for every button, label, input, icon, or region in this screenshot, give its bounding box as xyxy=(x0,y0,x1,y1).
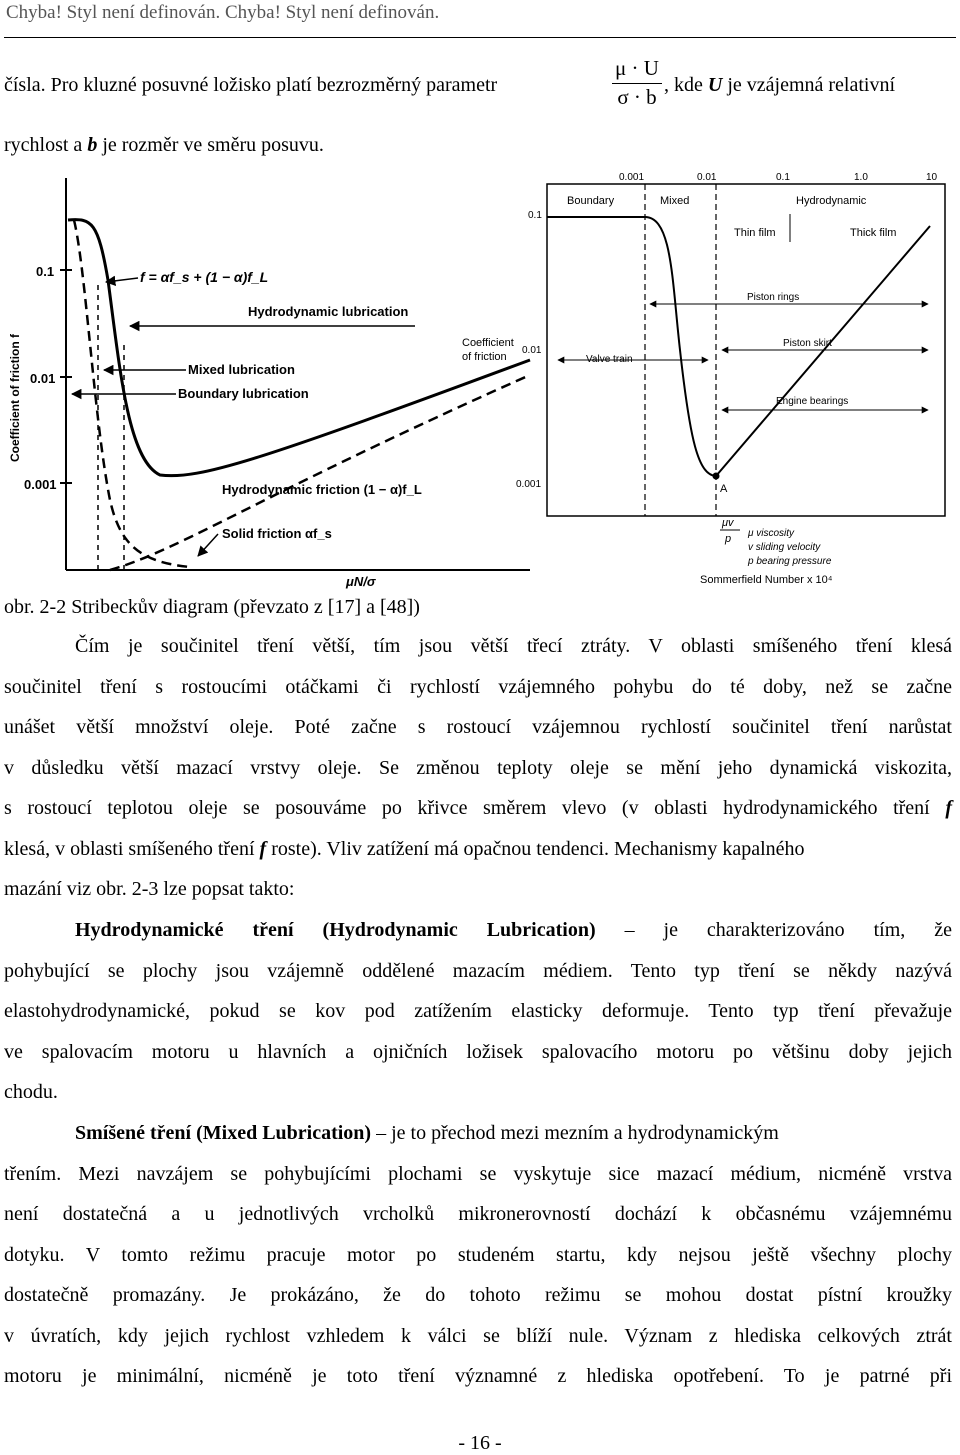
para2-line-2: pohybující se plochy jsou vzájemně oddělené mazacím médiem. Tento typ tření se někdy nazývá xyxy=(4,960,952,982)
para1-line-3: unášet větší množství oleje. Poté začne s rostoucí vzájemnou rychlostí součinitel tření narůstat xyxy=(4,716,952,738)
subregion-thin-film: Thin film xyxy=(734,227,776,239)
intro-text-4: rychlost a xyxy=(4,134,88,156)
right-y-label-2: of friction xyxy=(462,351,507,363)
label-valve-train: Valve train xyxy=(586,354,633,365)
symbol-f-1: f xyxy=(945,797,952,819)
stribeck-figure xyxy=(0,170,960,595)
region-boundary: Boundary xyxy=(567,195,615,207)
para3-line-2: třením. Mezi navzájem se pohybujícími plochami se vyskytuje sice mazací médium, nicméně vrstva xyxy=(4,1163,952,1185)
intro-text-1: čísla. Pro kluzné posuvné ložisko platí bezrozměrný parametr xyxy=(4,74,498,96)
param-denominator: p xyxy=(725,533,732,545)
left-formula: f = αf_s + (1 − α)f_L xyxy=(140,269,269,285)
para1-line-6 xyxy=(4,838,805,861)
right-friction-curve xyxy=(547,217,930,476)
minimum-point-marker xyxy=(713,473,720,480)
symbol-f-2: f xyxy=(259,838,267,860)
left-tick-label-0.001: 0.001 xyxy=(24,477,57,492)
intro-symbol-u: U xyxy=(707,74,723,96)
label-piston-rings: Piston rings xyxy=(747,292,800,303)
top-tick-10: 10 xyxy=(926,172,938,183)
para2-line-5: chodu. xyxy=(4,1081,58,1103)
para1-line-6-a: klesá, v oblasti smíšeného tření xyxy=(4,838,260,860)
right-y-tick-0.1: 0.1 xyxy=(528,210,542,221)
para1-line-4: v důsledku větší mazací vrstvy oleje. Se změnou teploty oleje se mění jeho dynamická viskozita, xyxy=(4,757,952,779)
para3-line-1-text: – je to přechod mezi mezním a hydrodynamickým xyxy=(371,1122,779,1144)
para3-line-7: motoru je minimální, nicméně je toto tření významné z hlediska opotřebení. To je patrné při xyxy=(4,1365,952,1387)
page-number: - 16 - xyxy=(458,1432,502,1454)
right-stribeck-diagram xyxy=(462,172,945,586)
para2-line-3: elastohydrodynamické, pokud se kov pod zatížením elasticky deformuje. Tento typ tření převažuje xyxy=(4,1000,952,1022)
solid-friction-arrow xyxy=(198,534,218,556)
para2-line-4: ve spalovacím motoru u hlavních a ojničních ložisek spalovacího motoru po většinu doby jejich xyxy=(4,1041,952,1063)
top-tick-0.01: 0.01 xyxy=(697,172,717,183)
left-y-axis-label: Coefficient of friction f xyxy=(8,334,22,462)
legend-bearing-pressure: p bearing pressure xyxy=(748,556,832,567)
figure-caption: obr. 2-2 Stribeckův diagram (převzato z [17] a [48]) xyxy=(4,596,420,618)
region-mixed: Mixed xyxy=(660,195,690,207)
label-boundary-lubrication: Boundary lubrication xyxy=(178,386,309,401)
left-tick-label-0.1: 0.1 xyxy=(36,264,55,279)
para3-line-3: není dostatečná a u jednotlivých vrcholků mikronerovností dochází k občasnému vzájemnému xyxy=(4,1203,952,1225)
para3-line-6: v úvratích, kdy jejich rychlost vzhledem k válci se blíží nule. Význam z hlediska celkových ztrát xyxy=(4,1325,952,1347)
para1-line-6-b: roste). Vliv zatížení má opačnou tendenci. Mechanismy kapalného xyxy=(266,838,805,860)
label-engine-bearings: Engine bearings xyxy=(776,396,849,407)
para3-line-5: dostatečně promazány. Je prokázáno, že do tohoto režimu se mohou dostat pístní kroužky xyxy=(4,1284,952,1306)
dimensionless-parameter xyxy=(612,56,662,110)
total-friction-curve xyxy=(68,220,530,476)
intro-line-1 xyxy=(4,74,497,97)
term-mixed-friction: Smíšené tření (Mixed Lubrication) xyxy=(75,1122,372,1144)
param-numerator: μv xyxy=(722,517,734,529)
term-hydrodynamic-friction: Hydrodynamické tření (Hydrodynamic Lubrication) xyxy=(75,919,596,941)
para1-line-2: součinitel tření s rostoucími otáčkami či rychlostí vzájemného pohybu do té doby, než se začne xyxy=(4,676,952,698)
para2-line-1 xyxy=(75,919,952,942)
intro-line-1-tail xyxy=(664,74,895,97)
right-y-tick-0.001: 0.001 xyxy=(516,479,542,490)
para2-line-1-text: – je charakterizováno tím, že xyxy=(595,919,952,941)
para1-line-5-text: s rostoucí teplotou oleje se posouváme po křivce směrem vlevo (v oblasti hydrodynamického tření xyxy=(4,797,946,819)
header-rule xyxy=(4,37,956,38)
para1-line-7: mazání viz obr. 2-3 lze popsat takto: xyxy=(4,878,295,900)
left-stribeck-diagram xyxy=(8,178,530,589)
intro-text-2: , kde xyxy=(664,74,708,96)
running-header: Chyba! Styl není definován. Chyba! Styl není definován. xyxy=(6,2,440,23)
label-hydrodynamic-friction: Hydrodynamic friction (1 − α)f_L xyxy=(222,482,422,497)
label-mixed-lubrication: Mixed lubrication xyxy=(188,362,295,377)
intro-text-5: je rozměr ve směru posuvu. xyxy=(97,134,324,156)
legend-viscosity: μ viscosity xyxy=(748,528,795,539)
label-solid-friction: Solid friction αf_s xyxy=(222,526,332,541)
top-tick-0.1: 0.1 xyxy=(776,172,790,183)
parameter-denominator: σ · b xyxy=(617,85,657,109)
point-a-label: A xyxy=(720,483,728,495)
right-x-axis-label: Sommerfield Number x 10⁴ xyxy=(700,574,833,586)
intro-line-2 xyxy=(4,134,324,157)
right-y-tick-0.01: 0.01 xyxy=(522,345,542,356)
top-tick-0.001: 0.001 xyxy=(619,172,645,183)
left-tick-label-0.01: 0.01 xyxy=(30,371,56,386)
intro-text-3: je vzájemná relativní xyxy=(722,74,896,96)
formula-arrow xyxy=(106,278,138,282)
parameter-numerator: μ · U xyxy=(612,56,662,84)
region-hydrodynamic: Hydrodynamic xyxy=(796,195,867,207)
subregion-thick-film: Thick film xyxy=(850,227,897,239)
label-hydrodynamic-lubrication: Hydrodynamic lubrication xyxy=(248,304,409,319)
top-tick-1.0: 1.0 xyxy=(854,172,868,183)
para3-line-1 xyxy=(75,1122,779,1145)
left-x-axis-label: μN/σ xyxy=(346,574,376,589)
para1-line-1: Čím je součinitel tření větší, tím jsou větší třecí ztráty. V oblasti smíšeného tření klesá xyxy=(75,635,952,657)
para3-line-4: dotyku. V tomto režimu pracuje motor po studeném startu, kdy nejsou ještě všechny plochy xyxy=(4,1244,952,1266)
intro-symbol-b: b xyxy=(87,134,98,156)
right-y-label-1: Coefficient xyxy=(462,337,514,349)
para1-line-5 xyxy=(4,797,952,820)
label-piston-skirt: Piston skirt xyxy=(783,338,832,349)
legend-sliding-velocity: v sliding velocity xyxy=(748,542,821,553)
